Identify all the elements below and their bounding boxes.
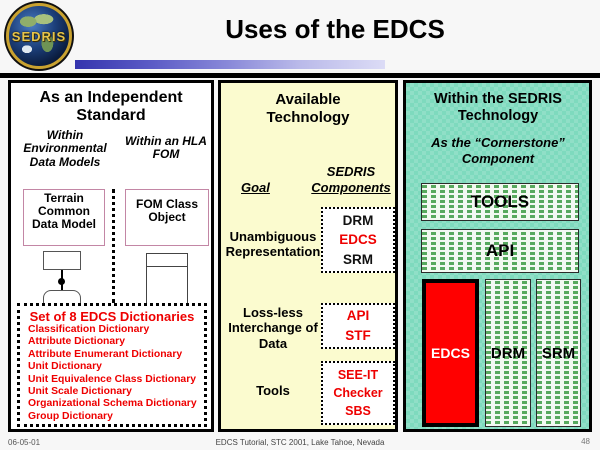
components-header-line1: SEDRIS (326, 164, 376, 179)
components-box-representation (321, 207, 395, 273)
dotted-column-divider (112, 189, 115, 303)
terrain-common-data-model-box: Terrain Common Data Model (23, 189, 105, 246)
footer-date: 06-05-01 (8, 438, 41, 447)
component-label: EDCS (339, 232, 377, 248)
available-technology-panel (218, 80, 398, 432)
component-label: SRM (343, 251, 373, 267)
dictionary-item: Organizational Schema Dictionary (28, 398, 197, 410)
component-label: DRM (342, 212, 374, 228)
independent-standard-panel (8, 80, 214, 432)
goal-lossless-interchange: Loss-less Interchange of Data (228, 305, 318, 351)
components-box-interchange (321, 303, 395, 349)
gradient-divider-bar (75, 60, 385, 69)
dictionaries-title: Set of 8 EDCS Dictionaries (29, 309, 195, 324)
left-panel-title: As an Independent Standard (39, 89, 183, 125)
uml-connector-dot (58, 278, 65, 285)
header-rule (0, 73, 600, 78)
column-header-environmental: Within Environmental Data Models (23, 128, 107, 169)
page-title: Uses of the EDCS (225, 14, 445, 44)
tools-box: TOOLS (421, 183, 579, 221)
goal-tools: Tools (256, 383, 290, 398)
uml-class-icon (146, 253, 188, 308)
middle-panel-title: Available Technology (266, 91, 350, 126)
goal-column-header: Goal (241, 180, 270, 195)
srm-box: SRM (536, 279, 581, 427)
drm-box: DRM (485, 279, 531, 427)
sedris-globe-logo (6, 3, 72, 69)
fom-class-object-box: FOM Class Object (125, 189, 209, 246)
uml-parent-node (43, 251, 81, 270)
edcs-box: EDCS (422, 279, 479, 427)
uml-class-name-compartment (147, 254, 187, 267)
sedris-technology-panel (403, 80, 592, 432)
footer-page-number: 48 (581, 437, 590, 446)
component-label: SEE-IT (337, 367, 379, 382)
goal-unambiguous-representation: Unambiguous Representation (225, 229, 321, 260)
component-label: SBS (345, 404, 371, 419)
dictionary-item: Attribute Dictionary (28, 336, 125, 348)
column-header-hla-fom: Within an HLA FOM (125, 134, 207, 162)
edcs-dictionaries-box (17, 303, 207, 427)
dictionary-item: Group Dictionary (28, 410, 113, 422)
component-label: Checker (333, 385, 383, 400)
components-header-line2: Components (311, 180, 391, 196)
dictionary-item: Unit Dictionary (28, 361, 102, 373)
dictionary-item: Attribute Enumerant Dictionary (28, 348, 183, 360)
logo-label: SEDRIS (11, 28, 67, 44)
component-label: API (346, 308, 370, 324)
dictionary-item: Unit Scale Dictionary (28, 386, 132, 398)
footer-caption: EDCS Tutorial, STC 2001, Lake Tahoe, Nevada (215, 438, 385, 447)
sedris-components-header (305, 164, 397, 197)
component-label: STF (345, 328, 371, 343)
components-box-tools (321, 361, 395, 425)
right-panel-title: Within the SEDRIS Technology (434, 91, 562, 125)
cornerstone-subtitle: As the “Cornerstone” Component (431, 135, 565, 166)
dictionary-item: Unit Equivalence Class Dictionary (28, 373, 197, 385)
api-box: API (421, 229, 579, 273)
dictionary-item: Classification Dictionary (28, 324, 150, 335)
